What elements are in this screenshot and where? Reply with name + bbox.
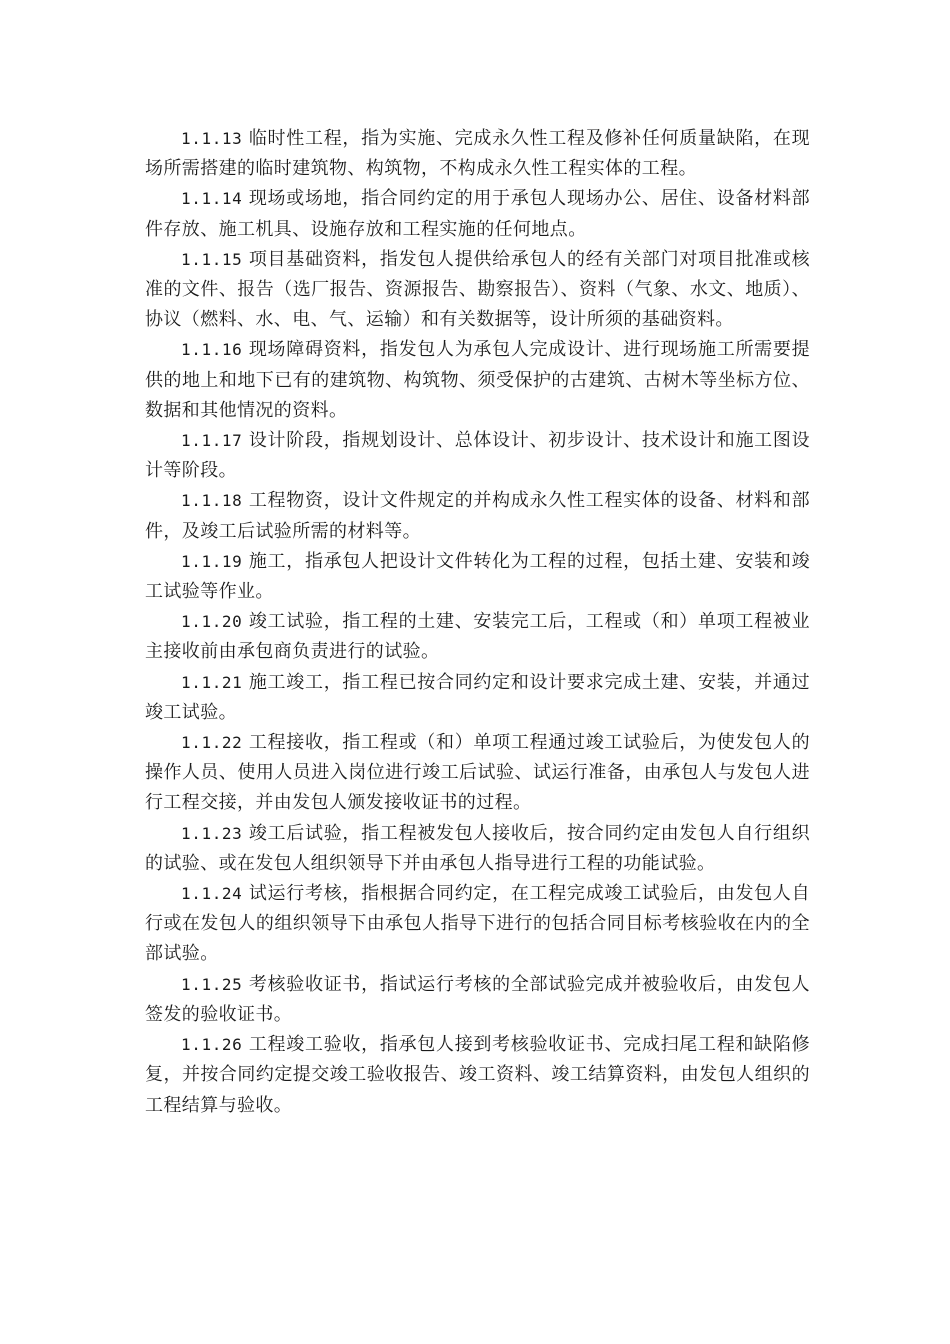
clause-text: 试运行考核，指根据合同约定，在工程完成竣工试验后，由发包人自行或在发包人的组织领导下由承包人指导下进行的包括合同目标考核验收在内的全部试验。	[145, 883, 810, 965]
clause-number: 1.1.20	[181, 612, 243, 632]
clause-number: 1.1.25	[181, 974, 243, 994]
clause-1-1-25	[145, 970, 810, 1030]
clause-number: 1.1.26	[181, 1035, 243, 1055]
clause-text: 设计阶段，指规划设计、总体设计、初步设计、技术设计和施工图设计等阶段。	[145, 430, 810, 482]
clause-text: 临时性工程，指为实施、完成永久性工程及修补任何质量缺陷，在现场所需搭建的临时建筑物、构筑物，不构成永久性工程实体的工程。	[145, 128, 810, 180]
document-page	[145, 124, 810, 1121]
clause-number: 1.1.16	[181, 340, 243, 360]
clause-number: 1.1.24	[181, 884, 243, 904]
clause-1-1-17	[145, 426, 810, 486]
clause-1-1-19	[145, 547, 810, 607]
clause-text: 现场或场地，指合同约定的用于承包人现场办公、居住、设备材料部件存放、施工机具、设施存放和工程实施的任何地点。	[145, 188, 810, 240]
clause-text: 项目基础资料，指发包人提供给承包人的经有关部门对项目批准或核准的文件、报告（选厂报告、资源报告、勘察报告）、资料（气象、水文、地质）、协议（燃料、水、电、气、运输）和有关数据等，设计所须的基础资料。	[145, 248, 810, 331]
clause-text: 工程接收，指工程或（和）单项工程通过竣工试验后，为使发包人的操作人员、使用人员进入岗位进行竣工后试验、试运行准备，由承包人与发包人进行工程交接，并由发包人颁发接收证书的过程。	[145, 732, 810, 814]
clause-text: 考核验收证书，指试运行考核的全部试验完成并被验收后，由发包人签发的验收证书。	[145, 973, 810, 1025]
clause-number: 1.1.13	[181, 129, 243, 148]
clause-number: 1.1.19	[181, 551, 243, 571]
clause-number: 1.1.14	[181, 189, 243, 209]
clause-number: 1.1.15	[181, 249, 243, 269]
clause-text: 施工竣工，指工程已按合同约定和设计要求完成土建、安装，并通过竣工试验。	[145, 671, 810, 723]
clause-number: 1.1.18	[181, 491, 243, 511]
clause-1-1-15	[145, 245, 810, 336]
clause-number: 1.1.22	[181, 733, 243, 753]
clause-number: 1.1.23	[181, 823, 243, 843]
clause-text: 竣工后试验，指工程被发包人接收后，按合同约定由发包人自行组织的试验、或在发包人组织领导下并由承包人指导进行工程的功能试验。	[145, 822, 810, 874]
clause-1-1-24	[145, 879, 810, 970]
clause-1-1-26	[145, 1030, 810, 1121]
clause-number: 1.1.17	[181, 431, 243, 451]
clause-text: 现场障碍资料，指发包人为承包人完成设计、进行现场施工所需要提供的地上和地下已有的建筑物、构筑物、须受保护的古建筑、古树木等坐标方位、数据和其他情况的资料。	[145, 339, 810, 421]
clause-1-1-13	[145, 124, 810, 184]
clause-1-1-21	[145, 668, 810, 728]
clause-1-1-16	[145, 335, 810, 426]
clause-1-1-20	[145, 607, 810, 667]
clause-text: 竣工试验，指工程的土建、安装完工后，工程或（和）单项工程被业主接收前由承包商负责进行的试验。	[145, 611, 810, 663]
clause-1-1-14	[145, 184, 810, 244]
clause-number: 1.1.21	[181, 672, 243, 692]
clause-1-1-23	[145, 819, 810, 879]
clause-text: 施工，指承包人把设计文件转化为工程的过程，包括土建、安装和竣工试验等作业。	[145, 550, 810, 603]
clause-text: 工程物资，设计文件规定的并构成永久性工程实体的设备、材料和部件，及竣工后试验所需的材料等。	[145, 490, 810, 542]
clause-1-1-18	[145, 486, 810, 546]
clause-1-1-22	[145, 728, 810, 819]
clause-text: 工程竣工验收，指承包人接到考核验收证书、完成扫尾工程和缺陷修复，并按合同约定提交竣工验收报告、竣工资料、竣工结算资料，由发包人组织的工程结算与验收。	[145, 1034, 810, 1116]
